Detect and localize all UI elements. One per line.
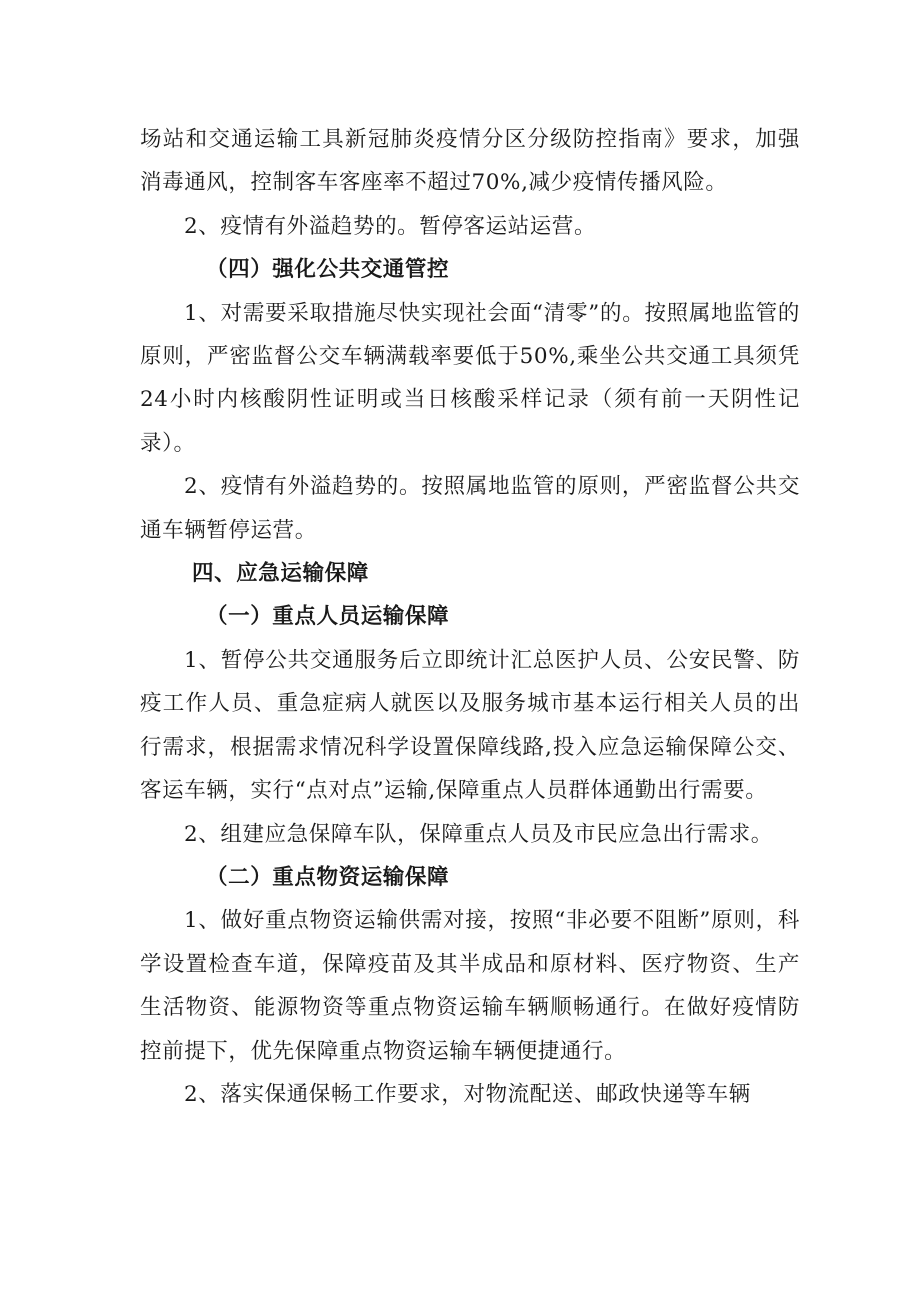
paragraph-suspend-public-transport: 2、疫情有外溢趋势的。按照属地监管的原则，严密监督公共交通车辆暂停运营。 [140, 474, 800, 543]
paragraph-bus-load-rate: 1、对需要采取措施尽快实现社会面“清零”的。按照属地监管的原则，严密监督公交车辆满载率要低于50%,乘坐公共交通工具须凭24小时内核酸阴性证明或当日核酸采样记录（须有前一天阴性记录）。 [140, 300, 800, 456]
paragraph-logistics-vehicles: 2、落实保通保畅工作要求，对物流配送、邮政快递等车辆 [184, 1081, 751, 1107]
section-heading-public-transport-control: （四）强化公共交通管控 [206, 257, 450, 283]
section-heading-key-materials: （二）重点物资运输保障 [206, 864, 450, 890]
section-heading-key-personnel: （一）重点人员运输保障 [206, 604, 450, 630]
paragraph-passenger-station-guideline: 场站和交通运输工具新冠肺炎疫情分区分级防控指南》要求，加强消毒通风，控制客车客座率不超过70%,减少疫情传播风险。 [140, 127, 800, 196]
chapter-heading-emergency-transport: 四、应急运输保障 [192, 561, 369, 587]
paragraph-key-materials-supply: 1、做好重点物资运输供需对接，按照“非必要不阻断”原则，科学设置检查车道，保障疫苗及其半成品和原材料、医疗物资、生产生活物资、能源物资等重点物资运输车辆顺畅通行。在做好疫情防控前提下，优先保障重点物资运输车辆便捷通行。 [140, 908, 800, 1064]
document-body [140, 118, 800, 1116]
paragraph-suspend-passenger-station: 2、疫情有外溢趋势的。暂停客运站运营。 [184, 213, 597, 239]
paragraph-key-personnel-routes: 1、暂停公共交通服务后立即统计汇总医护人员、公安民警、防疫工作人员、重急症病人就医以及服务城市基本运行相关人员的出行需求，根据需求情况科学设置保障线路,投入应急运输保障公交、客运车辆，实行“点对点”运输,保障重点人员群体通勤出行需要。 [140, 647, 800, 804]
paragraph-emergency-fleet: 2、组建应急保障车队，保障重点人员及市民应急出行需求。 [184, 821, 773, 847]
